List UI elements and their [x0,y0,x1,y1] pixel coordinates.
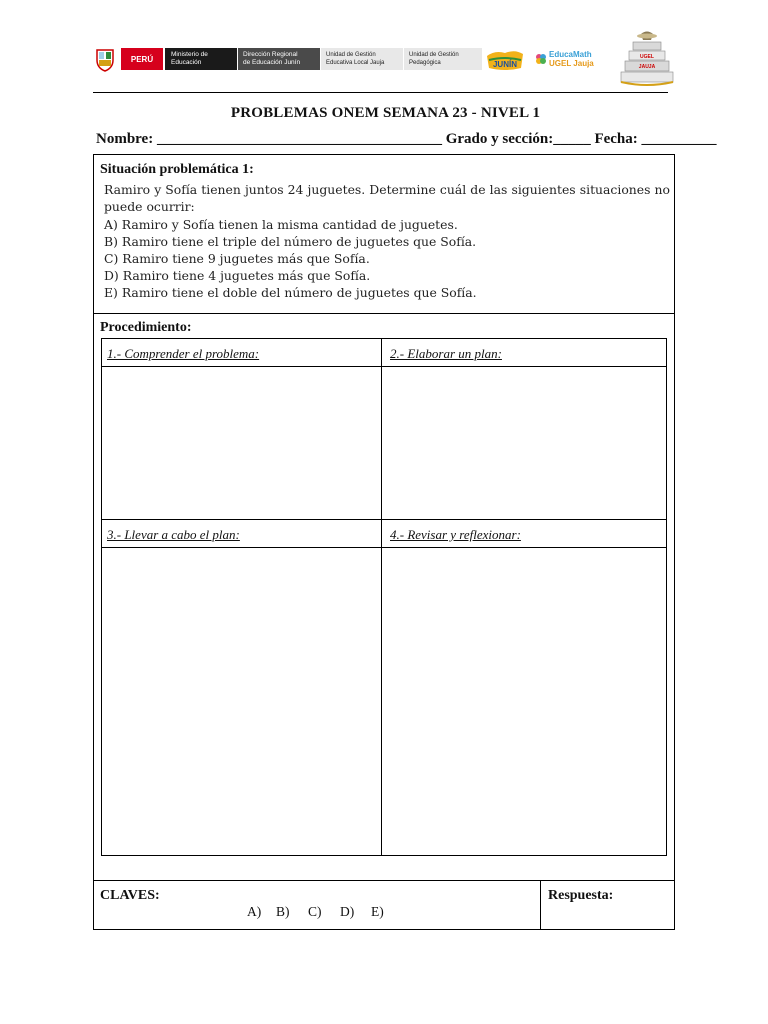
step-1-answer-area[interactable] [102,367,381,519]
grid-middle-rule [101,519,667,520]
step-2-label: 2.- Elaborar un plan: [390,346,502,361]
educamath-icon [535,53,547,65]
option-c: C) Ramiro tiene 9 juguetes más que Sofía. [104,251,370,266]
junin-logo-text: JUNÍN [492,60,518,69]
situation-label: Situación problemática 1: [100,162,254,177]
claves-divider [540,880,541,930]
respuesta-label: Respuesta: [548,888,614,903]
clave-option-c[interactable]: C) [308,904,322,919]
step-4-label: 4.- Revisar y reflexionar: [390,527,521,542]
option-b: B) Ramiro tiene el triple del número de juguetes que Sofía. [104,234,477,249]
peru-shield-icon [95,48,115,72]
step-4-answer-area[interactable] [382,548,666,855]
clave-option-b[interactable]: B) [276,904,290,919]
ugp-logo: Unidad de Gestión Pedagógica [404,48,482,70]
option-e: E) Ramiro tiene el doble del número de juguetes que Sofía. [104,285,477,300]
step-3-answer-area[interactable] [102,548,381,855]
respuesta-input-area[interactable] [545,906,670,928]
option-a: A) Ramiro y Sofía tienen la misma cantidad de juguetes. [104,217,458,232]
clave-option-d[interactable]: D) [340,904,355,919]
header-logos [93,44,678,88]
educamath-logo [535,50,605,72]
monument-text-1: UGEL [640,54,654,60]
monument-text-2: JAUJA [638,64,656,70]
option-d: D) Ramiro tiene 4 juguetes más que Sofía. [104,268,371,283]
header-rule [93,92,668,93]
junin-logo [485,48,525,72]
drej-logo: Dirección Regional de Educación Junín [238,48,320,70]
educamath-label: EducaMath [549,50,592,59]
clave-option-e[interactable]: E) [371,904,384,919]
ugel-jauja-label: UGEL Jauja [549,59,594,68]
page-title: PROBLEMAS ONEM SEMANA 23 - NIVEL 1 [230,105,541,121]
clave-option-a[interactable]: A) [247,904,262,919]
step-1-label: 1.- Comprender el problema: [107,346,260,361]
claves-label: CLAVES: [100,888,160,903]
monument-icon [619,30,675,88]
problem-text [104,181,670,301]
minedu-logo: Ministerio de Educación [165,48,237,70]
step-2-answer-area[interactable] [382,367,666,519]
procedure-label: Procedimiento: [100,320,192,335]
problem-stem: Ramiro y Sofía tienen juntos 24 juguetes. Determine cuál de las siguientes situaciones no puede ocurrir: [104,182,670,214]
step-3-label: 3.- Llevar a cabo el plan: [107,527,240,542]
peru-logo: PERÚ [121,48,163,70]
student-info-line[interactable]: Nombre: ______________________________________ Grado y sección:_____ Fecha: __________ [96,131,717,147]
ugel-logo: Unidad de Gestión Educativa Local Jauja [321,48,403,70]
